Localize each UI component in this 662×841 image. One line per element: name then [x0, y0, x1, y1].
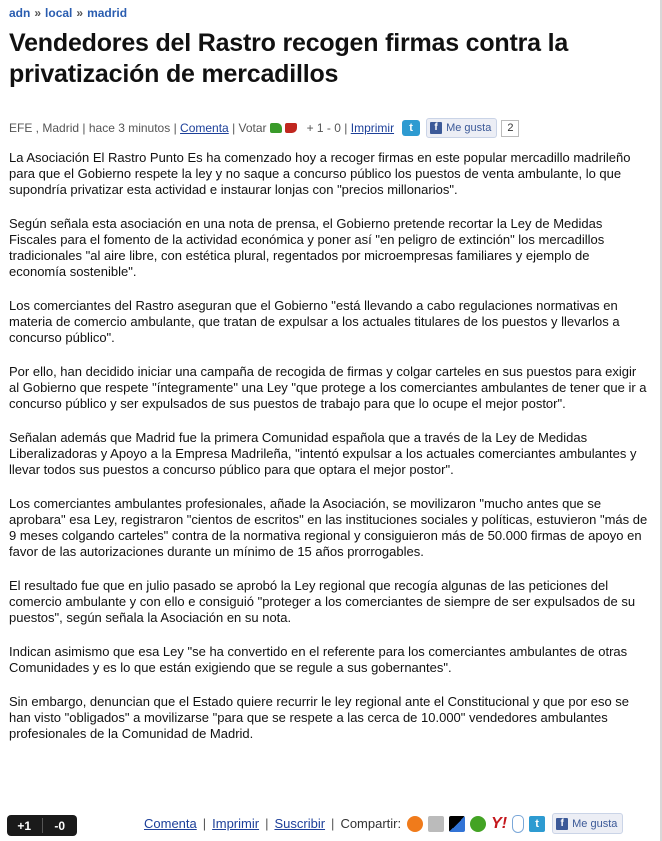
facebook-icon: f: [556, 818, 568, 830]
green-share-icon[interactable]: [470, 816, 486, 832]
footer-print-link[interactable]: Imprimir: [212, 816, 260, 831]
thumb-down-icon[interactable]: [285, 123, 297, 133]
breadcrumb-separator: »: [34, 6, 42, 20]
facebook-like-button[interactable]: [426, 118, 497, 138]
paragraph: Sin embargo, denuncian que el Estado quiere recurrir le ley regional ante el Constitucional y que por eso se han visto "obligados" a movilizarse "para que se respete a las cerca de 10.000" vendedores ambulantes profesionales de la Comunidad de Madrid.: [9, 694, 630, 741]
timestamp: hace 3 minutos: [88, 121, 171, 135]
delicious-icon[interactable]: [428, 816, 444, 832]
share-label: Compartir:: [340, 816, 402, 831]
page-title: Vendedores del Rastro recogen firmas contra la privatización de mercadillos: [9, 29, 569, 88]
vote-minus-button[interactable]: -0: [54, 818, 66, 833]
like-label: Me gusta: [446, 122, 492, 134]
location: Madrid: [42, 121, 80, 135]
like-count: 2: [501, 120, 519, 137]
paragraph: El resultado fue que en julio pasado se aprobó la Ley regional que recogía algunas de las peticiones del comercio ambulante y con ello e consiguió "proteger a los comerciantes de siempre de ser expulsados de su puestos", según señala la Asociación en su nota.: [9, 578, 636, 625]
comment-link[interactable]: Comenta: [180, 121, 229, 135]
vote-label: Votar: [238, 121, 267, 135]
breadcrumb: [9, 6, 127, 20]
paragraph: Señalan además que Madrid fue la primera Comunidad española que a través de la Ley de Medidas Liberalizadoras y Apoyo a la Empresa Madrileña, "intentó expulsar a los actuales comerciantes ambulantes y llevar todos sus puestos a concurso público para que optara el mejor postor".: [9, 430, 637, 477]
print-link[interactable]: Imprimir: [350, 121, 395, 135]
footer-facebook-like-button[interactable]: [552, 813, 623, 834]
drop-icon[interactable]: [512, 815, 524, 833]
vote-score: + 1 - 0: [306, 121, 341, 135]
meneame-icon[interactable]: [407, 816, 423, 832]
footer-comment-link[interactable]: Comenta: [144, 816, 197, 831]
twitter-icon[interactable]: t: [529, 816, 545, 832]
paragraph: Por ello, han decidido iniciar una campaña de recogida de firmas y colgar carteles en sus puestos para exigir al Gobierno que respete "íntegramente" una Ley "que protege a los comerciantes ambulantes de tener que ir a concurso público y ser expulsados de sus puestos de trabajo para que lo ocupe el mejor postor".: [9, 364, 647, 411]
paragraph: Los comerciantes ambulantes profesionales, añade la Asociación, se movilizaron "mucho antes que se aprobara" esa Ley, registraron "cientos de escritos" en las instituciones sociales y políticas, estuvieron "más de 9 meses colgando carteles" contra de la normativa regional y consiguieron más de 50.000 firmas de apoyo en favor de las autorizaciones durante un mínimo de 15 años prorrogables.: [9, 496, 648, 559]
twitter-icon[interactable]: t: [402, 120, 420, 136]
share-icons: [407, 815, 550, 833]
article-footer: [0, 808, 660, 836]
breadcrumb-separator: »: [76, 6, 84, 20]
facebook-icon: f: [430, 122, 442, 134]
fresqui-icon[interactable]: [449, 816, 465, 832]
article-body: [9, 150, 649, 760]
paragraph: Según señala esta asociación en una nota de prensa, el Gobierno pretende recortar la Ley de Medidas Fiscales para el fomento de la actividad económica y poner así "en peligro de extinción" los mercadillos tradicionales "al aire libre, con estética plural, regentados por microempresas familiares y ejemplo de economía sostenible".: [9, 216, 605, 279]
vote-widget: [7, 815, 77, 836]
breadcrumb-adn[interactable]: adn: [9, 6, 31, 20]
paragraph: La Asociación El Rastro Punto Es ha comenzado hoy a recoger firmas en este popular mercadillo madrileño para que el Gobierno respete la ley y no saque a concurso público los puestos de venta ambulante, lo que supondría privatizar esta actividad e instaurar lonjas con "precios millonarios".: [9, 150, 631, 197]
source: EFE: [9, 121, 33, 135]
footer-like-label: Me gusta: [572, 817, 618, 830]
footer-actions: Comenta | Imprimir | Suscribir | Compartir: Y! t f Me gusta: [144, 813, 623, 834]
subscribe-link[interactable]: Suscribir: [274, 816, 326, 831]
breadcrumb-local[interactable]: local: [45, 6, 73, 20]
yahoo-icon[interactable]: Y!: [491, 814, 508, 832]
article-meta: EFE , Madrid | hace 3 minutos | Comenta | Votar + 1 - 0 | Imprimir t f Me gusta 2: [9, 117, 654, 139]
paragraph: Indican asimismo que esa Ley "se ha convertido en el referente para los comerciantes ambulantes de otras Comunidades y es lo que están exigiendo que se regule a sus gobernantes".: [9, 644, 628, 675]
vote-plus-button[interactable]: +1: [17, 818, 32, 833]
thumb-up-icon[interactable]: [270, 123, 282, 133]
paragraph: Los comerciantes del Rastro aseguran que el Gobierno "está llevando a cabo regulaciones normativas en materia de comercio ambulante, que tratan de expulsar a los actuales titulares de los puestos y llevarlos a concurso público".: [9, 298, 620, 345]
breadcrumb-madrid[interactable]: madrid: [87, 6, 128, 20]
